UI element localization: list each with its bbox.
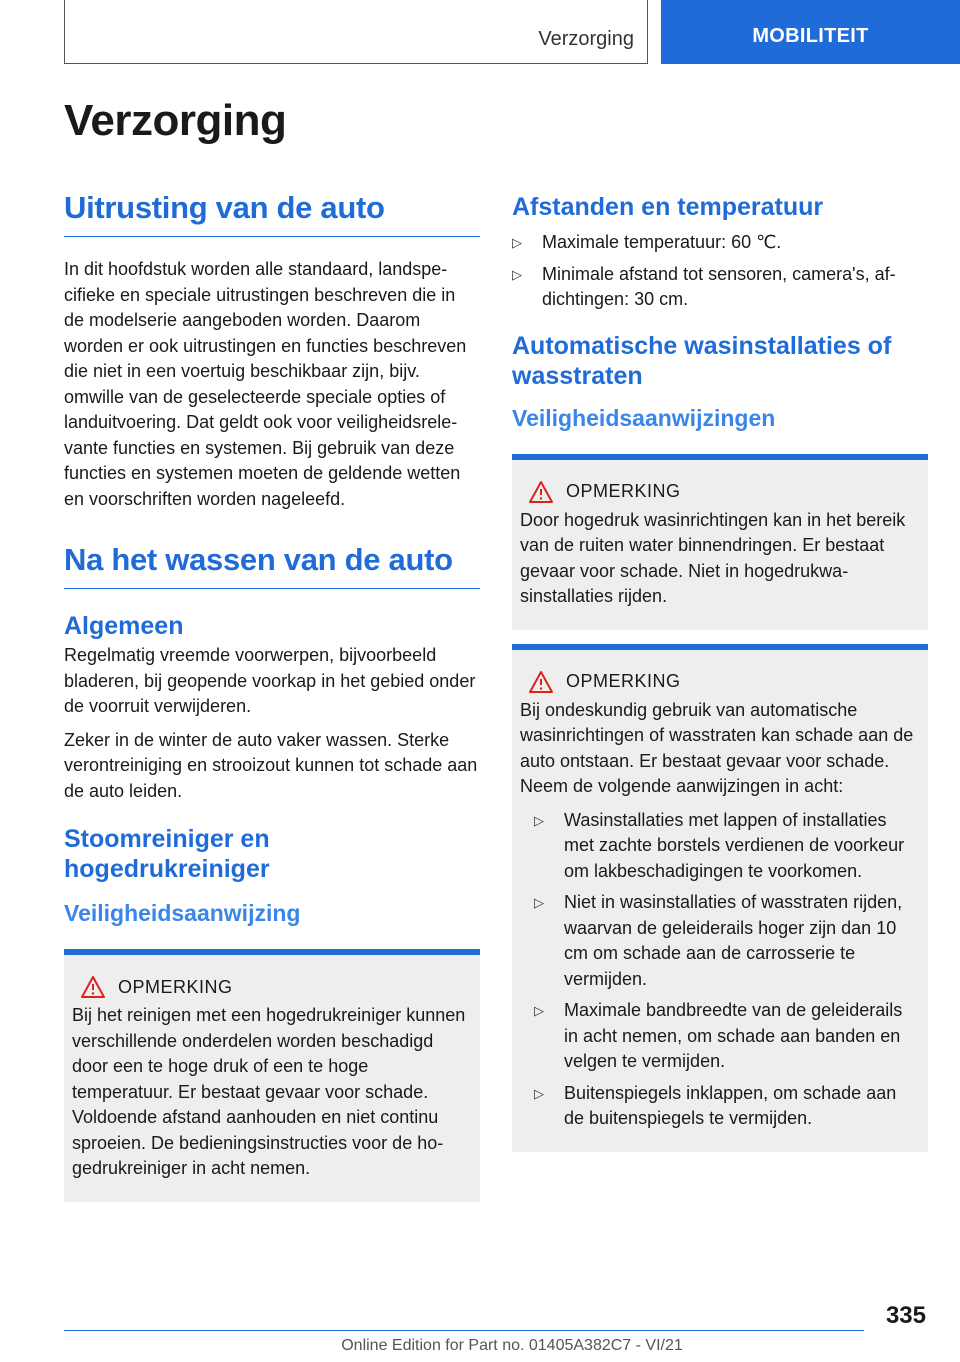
heading-distances: Afstanden en temperatuur: [512, 193, 824, 221]
warning-triangle-icon: [528, 480, 554, 504]
page-number: 335: [885, 1302, 926, 1329]
list-item: ▷ Wasinstallaties met lappen of installaties met zachte borstels verdienen de voorkeur om lakbeschadigingen te voorkomen.: [534, 809, 905, 881]
notice-text: Bij het reinigen met een hogedrukreiniger kunnen verschillende onderdelen worden beschadigd door een te hoge druk of een te hoge temperatuur. Er bestaat gevaar voor schade. Voldoende afstand aanhouden en niet continu sproeien. De bedieningsinstructies voor de hogedrukreiniger in acht nemen.: [72, 1005, 466, 1178]
header-tab-mobiliteit[interactable]: MOBILITEIT: [661, 0, 960, 64]
heading-after-wash: Na het wassen van de auto: [64, 542, 480, 589]
paragraph-general-1: Regelmatig vreemde voorwerpen, bijvoorbeeld bladeren, bij geopende voorkap in het gebied onder de voorruit verwijderen.: [64, 645, 476, 716]
notice-title: OPMERKING: [566, 481, 681, 501]
heading-safety-note: Veiligheidsaanwijzing: [64, 900, 301, 926]
warning-triangle-icon: [80, 975, 106, 999]
notice-box-steam: [64, 949, 480, 1202]
right-column: [512, 190, 928, 1152]
heading-car-wash: Automatische wasinstallaties of wasstraten: [512, 331, 892, 390]
left-column: [64, 190, 480, 1202]
page-title: Verzorging: [64, 96, 287, 145]
list-item: ▷ Maximale temperatuur: 60 ℃.: [512, 230, 928, 256]
notice-box-high-pressure: [512, 454, 928, 630]
list-item: ▷ Minimale afstand tot sensoren, camera's, afdichtingen: 30 cm.: [512, 263, 896, 309]
triangle-bullet-icon: ▷: [534, 1085, 544, 1101]
notice-title: OPMERKING: [566, 671, 681, 691]
triangle-bullet-icon: ▷: [534, 812, 544, 828]
paragraph-general-2: Zeker in de winter de auto vaker wassen. Sterke verontreiniging en strooizout kunnen tot schade aan de auto leiden.: [64, 729, 478, 801]
notice-header: [528, 480, 920, 504]
triangle-bullet-icon: ▷: [512, 266, 522, 282]
notice-title: OPMERKING: [118, 976, 233, 997]
warning-triangle-icon: [528, 670, 554, 694]
header-section-title: Verzorging: [538, 28, 634, 50]
list-item: ▷ Buitenspiegels inklappen, om schade aan de buitenspiegels te vermijden.: [534, 1082, 897, 1128]
paragraph-equipment: In dit hoofdstuk worden alle standaard, landspecifieke en speciale uitrustingen beschreven die in de modelserie aangeboden worden. Daarom worden er ook uitrustingen en functies beschreven die niet in een voertuig beschikbaar zijn, bijv. omwille van de geselecteerde speciale opties of landuitvoering. Dat geldt ook voor veiligheidsrelevante functies en systemen. Bij gebruik van deze functies en systemen moeten de geldende wetten en voorschriften worden nageleefd.: [64, 259, 467, 509]
list-item: ▷ Maximale bandbreedte van de geleiderails in acht nemen, om schade aan banden en velgen te vermijden.: [534, 1000, 903, 1071]
footer-edition: Online Edition for Part no. 01405A382C7 - VI/21: [341, 1337, 683, 1354]
heading-general: Algemeen: [64, 612, 184, 640]
notice-text: Door hogedruk wasinrichtingen kan in het bereik van de ruiten water binnendringen. Er bestaat gevaar voor schade. Niet in hogedrukwasinstallaties rijden.: [520, 509, 906, 606]
footer-divider: [64, 1330, 864, 1331]
notice-header: [528, 670, 920, 694]
car-wash-list: [534, 808, 920, 1132]
notice-box-car-wash: [512, 644, 928, 1152]
heading-steam-cleaner: Stoomreiniger en hogedrukreiniger: [64, 825, 270, 883]
notice-text: Bij ondeskundig gebruik van automatische wasinrichtingen of wasstraten kan schade aan de auto ontstaan. Er bestaat gevaar voor schade. Neem de volgende aanwijzingen in acht:: [520, 699, 914, 796]
distances-list: [512, 230, 928, 313]
triangle-bullet-icon: ▷: [512, 235, 522, 250]
triangle-bullet-icon: ▷: [534, 895, 544, 910]
heading-safety-notes: Veiligheidsaanwijzingen: [512, 404, 776, 431]
notice-header: [80, 975, 472, 999]
triangle-bullet-icon: ▷: [534, 1003, 544, 1018]
list-item: ▷ Niet in wasinstallaties of wasstraten rijden, waarvan de geleiderails hoger zijn dan 10 cm om schade aan de carrosserie te vermijden.: [534, 892, 903, 989]
heading-equipment: Uitrusting van de auto: [64, 190, 480, 237]
